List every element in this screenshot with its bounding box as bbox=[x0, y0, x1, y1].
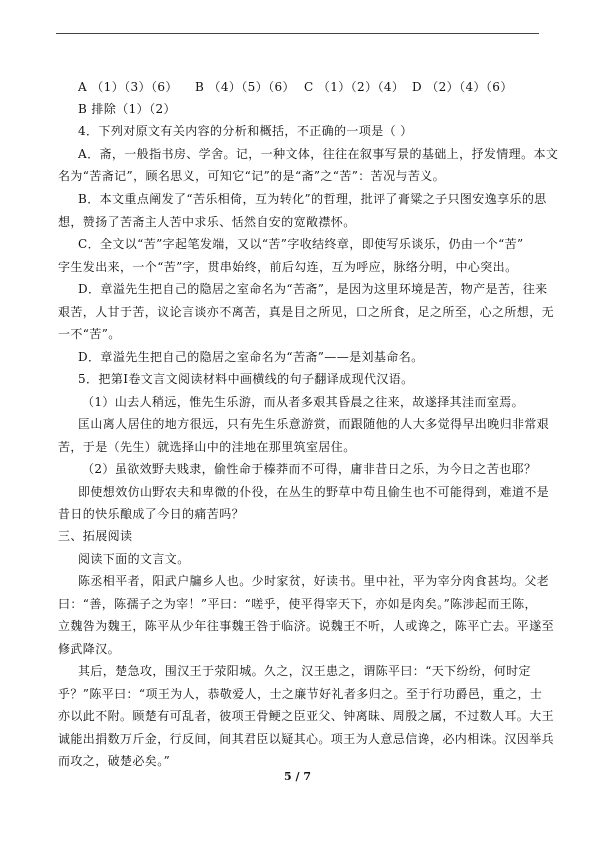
page-number: 5 / 7 bbox=[284, 770, 311, 783]
text-line: 亦以此不附。顾楚有可乱者，彼项王骨鲠之臣亚父、钟离昧、周殷之属，不过数人耳。大王 bbox=[58, 709, 555, 723]
text-line: C．全文以“苦”字起笔发端，又以“苦”字收结终章，即使写乐谈乐，仍由一个“苦” bbox=[78, 237, 524, 251]
text-line: 曰：“善，陈孺子之为宰！”平曰：“嗟乎，使平得宰天下，亦如是肉矣。”陈涉起而王陈， bbox=[58, 597, 537, 611]
text-line: 乎？”陈平曰：“项王为人，恭敬爱人，士之廉节好礼者多归之。至于行功爵邑，重之，士 bbox=[58, 687, 543, 701]
text-line: 修武降汉。 bbox=[58, 642, 121, 656]
text-line: 阅读下面的文言文。 bbox=[78, 552, 190, 566]
text-line: 立魏咎为魏王，陈平从少年往事魏王咎于临济。说魏王不听，人或谗之，陈平亡去。平遂至 bbox=[58, 619, 555, 633]
option-a: A （1）（3）（6） bbox=[78, 80, 178, 94]
text-line: 字生发出来，一个“苦”字，贯串始终，前后勾连，互为呼应，脉络分明，中心突出。 bbox=[58, 260, 518, 274]
text-line: （1）山去人稍远，惟先生乐游，而从者多艰其昏晨之往来，故遂择其洼而室焉。 bbox=[82, 395, 525, 409]
text-line: 名为“苦斋记”，顾名思义，可知它“记”的是“斋”之“苦”：苦况与苦义。 bbox=[58, 169, 446, 183]
text-line: 而攻之，破楚必矣。” bbox=[58, 754, 171, 768]
option-b: B （4）（5）（6） bbox=[195, 80, 295, 94]
text-line: 苦，于是（先生）就选择山中的洼地在那里筑室居住。 bbox=[58, 440, 356, 454]
answer-options-row bbox=[78, 79, 513, 95]
text-line: D．章溢先生把自己的隐居之室命名为“苦斋”，是因为这里环境是苦，物产是苦，往来 bbox=[78, 282, 548, 296]
question-4: 4．下列对原文有关内容的分析和概括，不正确的一项是（ ） bbox=[78, 124, 413, 138]
question-5: 5．把第Ⅰ卷文言文阅读材料中画横线的句子翻译成现代汉语。 bbox=[78, 372, 414, 386]
section-heading: 三、拓展阅读 bbox=[58, 529, 133, 543]
text-line: （2）虽欲效野夫贱隶，偷性命于榛莽而不可得，庸非昔日之乐，为今日之苦也耶？ bbox=[82, 462, 537, 476]
text-line: 艰苦，人甘于苦，议论言谈亦不离苦，真是目之所见，口之所食，足之所至，心之所想，无 bbox=[58, 305, 555, 319]
text-line: B．本文重点阐发了“苦乐相倚，互为转化”的哲理，批评了膏粱之子只图安逸享乐的思 bbox=[78, 192, 547, 206]
option-d: D （2）（4）（6） bbox=[412, 80, 513, 94]
text-line: D．章溢先生把自己的隐居之室命名为“苦斋”——是刘基命名。 bbox=[78, 350, 424, 364]
text-line: 昔日的快乐酿成了今日的痛苦吗？ bbox=[58, 507, 245, 521]
text-line: 一不“苦”。 bbox=[58, 327, 121, 341]
text-line: 其后，楚急攻，围汉王于荥阳城。久之，汉王患之，谓陈平曰：“天下纷纷，何时定 bbox=[78, 664, 531, 678]
option-c: C （1）（2）（4） bbox=[304, 80, 405, 94]
text-line: A．斋，一般指书房、学舍。记，一种文体，往往在叙事写景的基础上，抒发情理。本文 bbox=[78, 147, 559, 161]
text-line: B 排除（1）（2） bbox=[78, 102, 176, 116]
text-line: 想，赞扬了苦斋主人苦中求乐、恬然自安的宽敞襟怀。 bbox=[58, 215, 356, 229]
text-line: 匡山离人居住的地方很远，只有先生乐意游赏，而跟随他的人大多觉得早出晚归非常艰 bbox=[78, 417, 550, 431]
text-line: 即使想效仿山野农夫和卑微的仆役，在丛生的野草中苟且偷生也不可能得到，难道不是 bbox=[78, 485, 550, 499]
text-line: 陈丞相平者，阳武户牖乡人也。少时家贫，好读书。里中社，平为宰分肉食甚均。父老 bbox=[78, 574, 550, 588]
text-line: 诚能出捐数万斤金，行反间，间其君臣以疑其心。项王为人意忌信谗，必内相诛。汉因举兵 bbox=[58, 732, 555, 746]
